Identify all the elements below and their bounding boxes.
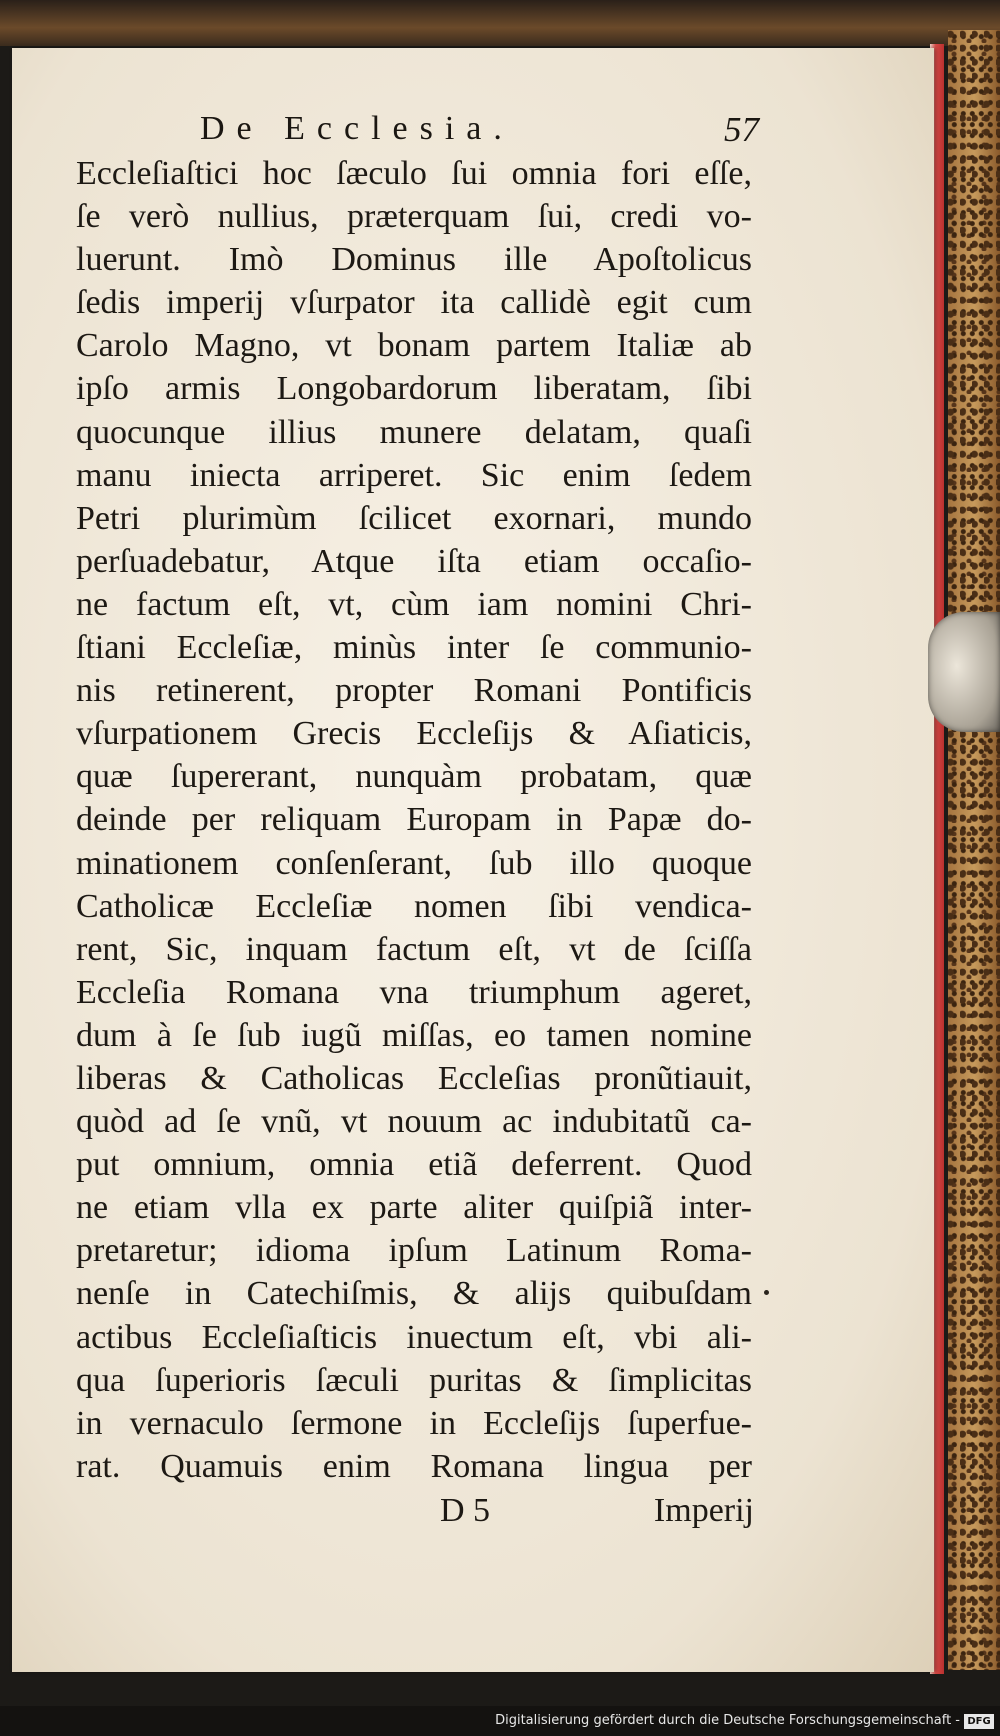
funding-credit: Digitalisierung gefördert durch die Deutsche Forschungsgemeinschaft - [495,1713,960,1728]
margin-mark [764,1290,769,1295]
text-line: Petri plurimùm ſcilicet exornari, mundo [76,499,752,537]
text-line: qua ſuperioris ſæculi puritas & ſimplicitas [76,1361,752,1399]
catchline [440,1492,754,1530]
text-line: actibus Eccleſiaſticis inuectum eſt, vbi ali- [76,1318,752,1356]
running-title: De Ecclesia. [200,110,514,147]
binding-top-edge [0,0,1000,46]
text-line: luerunt. Imò Dominus ille Apoſtolicus [76,241,752,279]
text-line: dum à ſe ſub iugũ miſſas, eo tamen nomine [76,1016,752,1054]
text-line: nis retinerent, propter Romani Pontificis [76,672,752,710]
text-line: ipſo armis Longobardorum liberatam, ſibi [76,370,752,408]
text-line: in vernaculo ſermone in Eccleſijs ſuperfue- [76,1404,752,1442]
dfg-logo: DFG [964,1714,994,1729]
text-line: Carolo Magno, vt bonam partem Italiæ ab [76,327,752,365]
text-line: ſe verò nullius, præterquam ſui, credi vo- [76,198,752,236]
text-line: Catholicæ Eccleſiæ nomen ſibi vendica- [76,887,752,925]
clasp-icon [928,612,1000,732]
page-number: 57 [724,110,759,149]
text-line: Eccleſiaſtici hoc ſæculo ſui omnia fori eſſe, [76,155,752,192]
text-line: quòd ad ſe vnũ, vt nouum ac indubitatũ ca- [76,1103,752,1141]
signature-mark: D 5 [440,1492,491,1529]
text-line: rent, Sic, inquam factum eſt, vt de ſciſſa [76,930,752,968]
binding-board-marbled [948,30,1000,1670]
text-line: ſedis imperij vſurpator ita callidè egit cum [76,284,752,322]
text-line: manu iniecta arriperet. Sic enim ſedem [76,456,752,494]
text-line: minationem conſenſerant, ſub illo quoque [76,844,752,882]
text-line: Eccleſia Romana vna triumphum ageret, [76,973,752,1011]
text-line: vſurpationem Grecis Eccleſijs & Aſiaticis, [76,715,752,753]
text-line: liberas & Catholicas Eccleſias pronũtiauit, [76,1059,752,1097]
footer-bar [0,1706,1000,1736]
text-line: perſuadebatur, Atque iſta etiam occaſio- [76,542,752,580]
text-line: quocunque illius munere delatam, quaſi [76,413,752,451]
text-line: ſtiani Eccleſiæ, minùs inter ſe communio- [76,629,752,667]
catchword: Imperij [653,1492,754,1529]
body-text [76,152,752,1488]
text-line: quæ ſupererant, nunquàm probatam, quæ [76,758,752,796]
text-line: put omnium, omnia etiã deferrent. Quod [76,1146,752,1184]
text-line: rat. Quamuis enim Romana lingua per [76,1447,752,1485]
text-line: deinde per reliquam Europam in Papæ do- [76,801,752,839]
text-line: ne etiam vlla ex parte aliter quiſpiã inter- [76,1189,752,1227]
text-line: nenſe in Catechiſmis, & alijs quibuſdam [76,1275,752,1313]
text-line: ne factum eſt, vt, cùm iam nomini Chri- [76,585,752,623]
text-line: pretaretur; idioma ipſum Latinum Roma- [76,1232,752,1270]
